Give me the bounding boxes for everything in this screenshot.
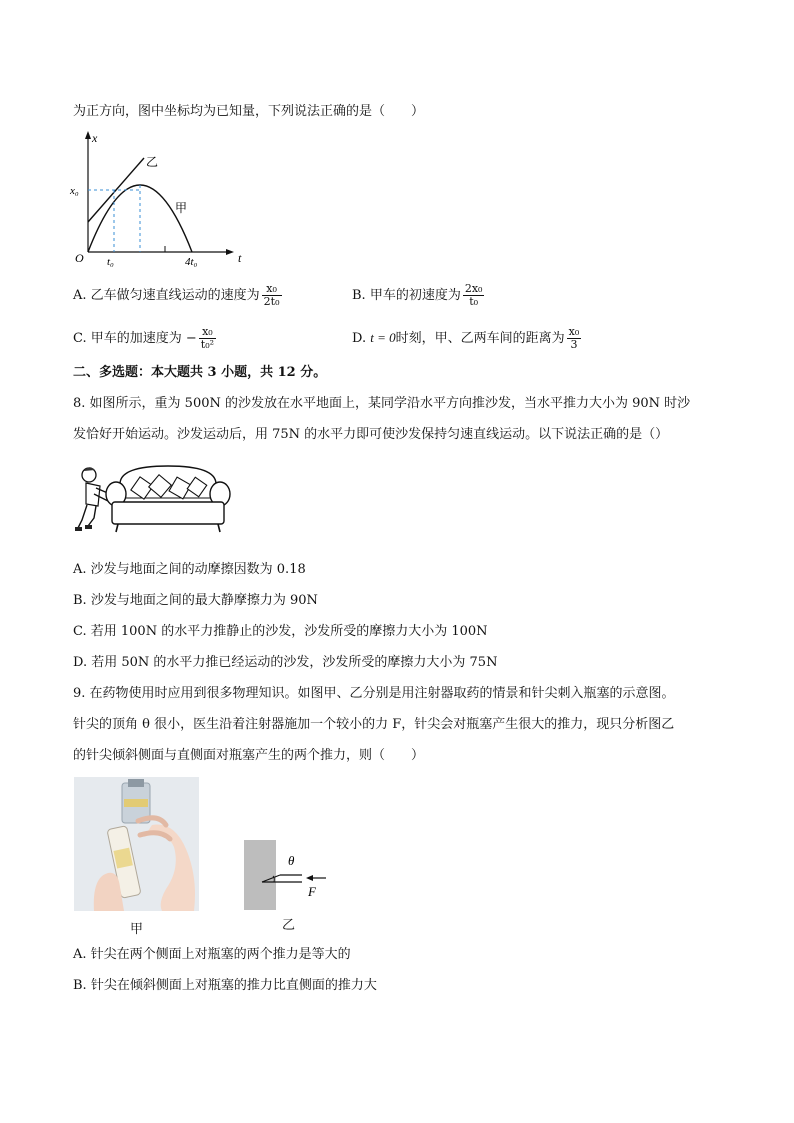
- caption-yi: 乙: [282, 918, 296, 933]
- q9-line-2: 针尖的顶角 θ 很小，医生沿着注射器施加一个较小的力 F，针尖会对瓶塞产生很大的推力，现只分析图乙: [73, 717, 675, 732]
- jia-label: 甲: [175, 201, 188, 215]
- q9-line-3: 的针尖倾斜侧面与直侧面对瓶塞产生的两个推力，则（ ）: [73, 748, 425, 763]
- origin-label: O: [75, 251, 84, 265]
- yi-label: 乙: [146, 155, 159, 169]
- q9-line-1: 9. 在药物使用时应用到很多物理知识。如图甲、乙分别是用注射器取药的情景和针尖刺入瓶塞的示意图。: [73, 686, 675, 701]
- q7-option-a: [73, 283, 284, 308]
- theta-label: θ: [288, 853, 295, 868]
- q8-option-d: D. 若用 50N 的水平力推已经运动的沙发，沙发所受的摩擦力大小为 75N: [73, 655, 498, 670]
- caption-jia: 甲: [130, 922, 144, 937]
- stopper: [244, 840, 276, 910]
- needle-diagram: [240, 838, 340, 912]
- q7-option-b: [352, 283, 486, 308]
- sofa-base: [112, 502, 224, 524]
- sofa-push-illustration: [72, 458, 232, 538]
- q7-option-c: [73, 326, 218, 351]
- fraction: $\frac{\text{2x₀}}{\text{t₀}}$: [464, 282, 483, 308]
- t-axis-label: t: [238, 251, 242, 265]
- x0-label: x₀: [70, 185, 79, 197]
- q7-option-c-text: C. 甲车的加速度为 −: [73, 331, 197, 346]
- force-label: F: [308, 884, 316, 899]
- q7-option-d-math: t = 0: [370, 330, 396, 345]
- q8-option-a: A. 沙发与地面之间的动摩擦因数为 0.18: [73, 562, 306, 577]
- q7-option-a-text: A. 乙车做匀速直线运动的速度为: [73, 288, 260, 303]
- x-axis-label: x: [92, 131, 98, 145]
- fraction: $\frac{\text{x₀}}{3}$: [568, 325, 580, 351]
- fraction: $\frac{\text{x₀}}{\text{2t₀}}$: [263, 282, 280, 308]
- x-axis-arrow: [85, 131, 91, 139]
- q7-stem: 为正方向，图中坐标均为已知量，下列说法正确的是（ ）: [73, 104, 425, 119]
- q8-option-b: B. 沙发与地面之间的最大静摩擦力为 90N: [73, 593, 318, 608]
- q9-option-a: A. 针尖在两个侧面上对瓶塞的两个推力是等大的: [73, 947, 351, 962]
- syringe-photo: [74, 777, 199, 911]
- q7-option-d: D. t = 0时刻，甲、乙两车间的距离为 $\frac{\text{x₀}}{3}$: [352, 325, 580, 351]
- q8-option-c: C. 若用 100N 的水平力推静止的沙发，沙发所受的摩擦力大小为 100N: [73, 624, 488, 639]
- 4t0-label: 4t₀: [185, 256, 198, 268]
- q8-line-1: 8. 如图所示，重为 500N 的沙发放在水平地面上，某同学沿水平方向推沙发，当水平推力大小为 90N 时沙: [73, 396, 691, 411]
- t-axis-arrow: [226, 249, 234, 255]
- q9-option-b: B. 针尖在倾斜侧面上对瓶塞的推力比直侧面的推力大: [73, 978, 377, 993]
- fraction: $\frac{\text{x₀}}{\text{t₀²}}$: [200, 325, 215, 351]
- q8-line-2: 发恰好开始运动。沙发运动后，用 75N 的水平力即可使沙发保持匀速直线运动。以下说法正确的是（）: [73, 427, 669, 442]
- q7-option-b-text: B. 甲车的初速度为: [352, 288, 461, 303]
- section-heading: 二、多选题：本大题共 3 小题，共 12 分。: [73, 365, 327, 380]
- t0-label: t₀: [107, 256, 114, 268]
- q7-xt-graph: [66, 128, 246, 270]
- boy-body: [86, 483, 100, 506]
